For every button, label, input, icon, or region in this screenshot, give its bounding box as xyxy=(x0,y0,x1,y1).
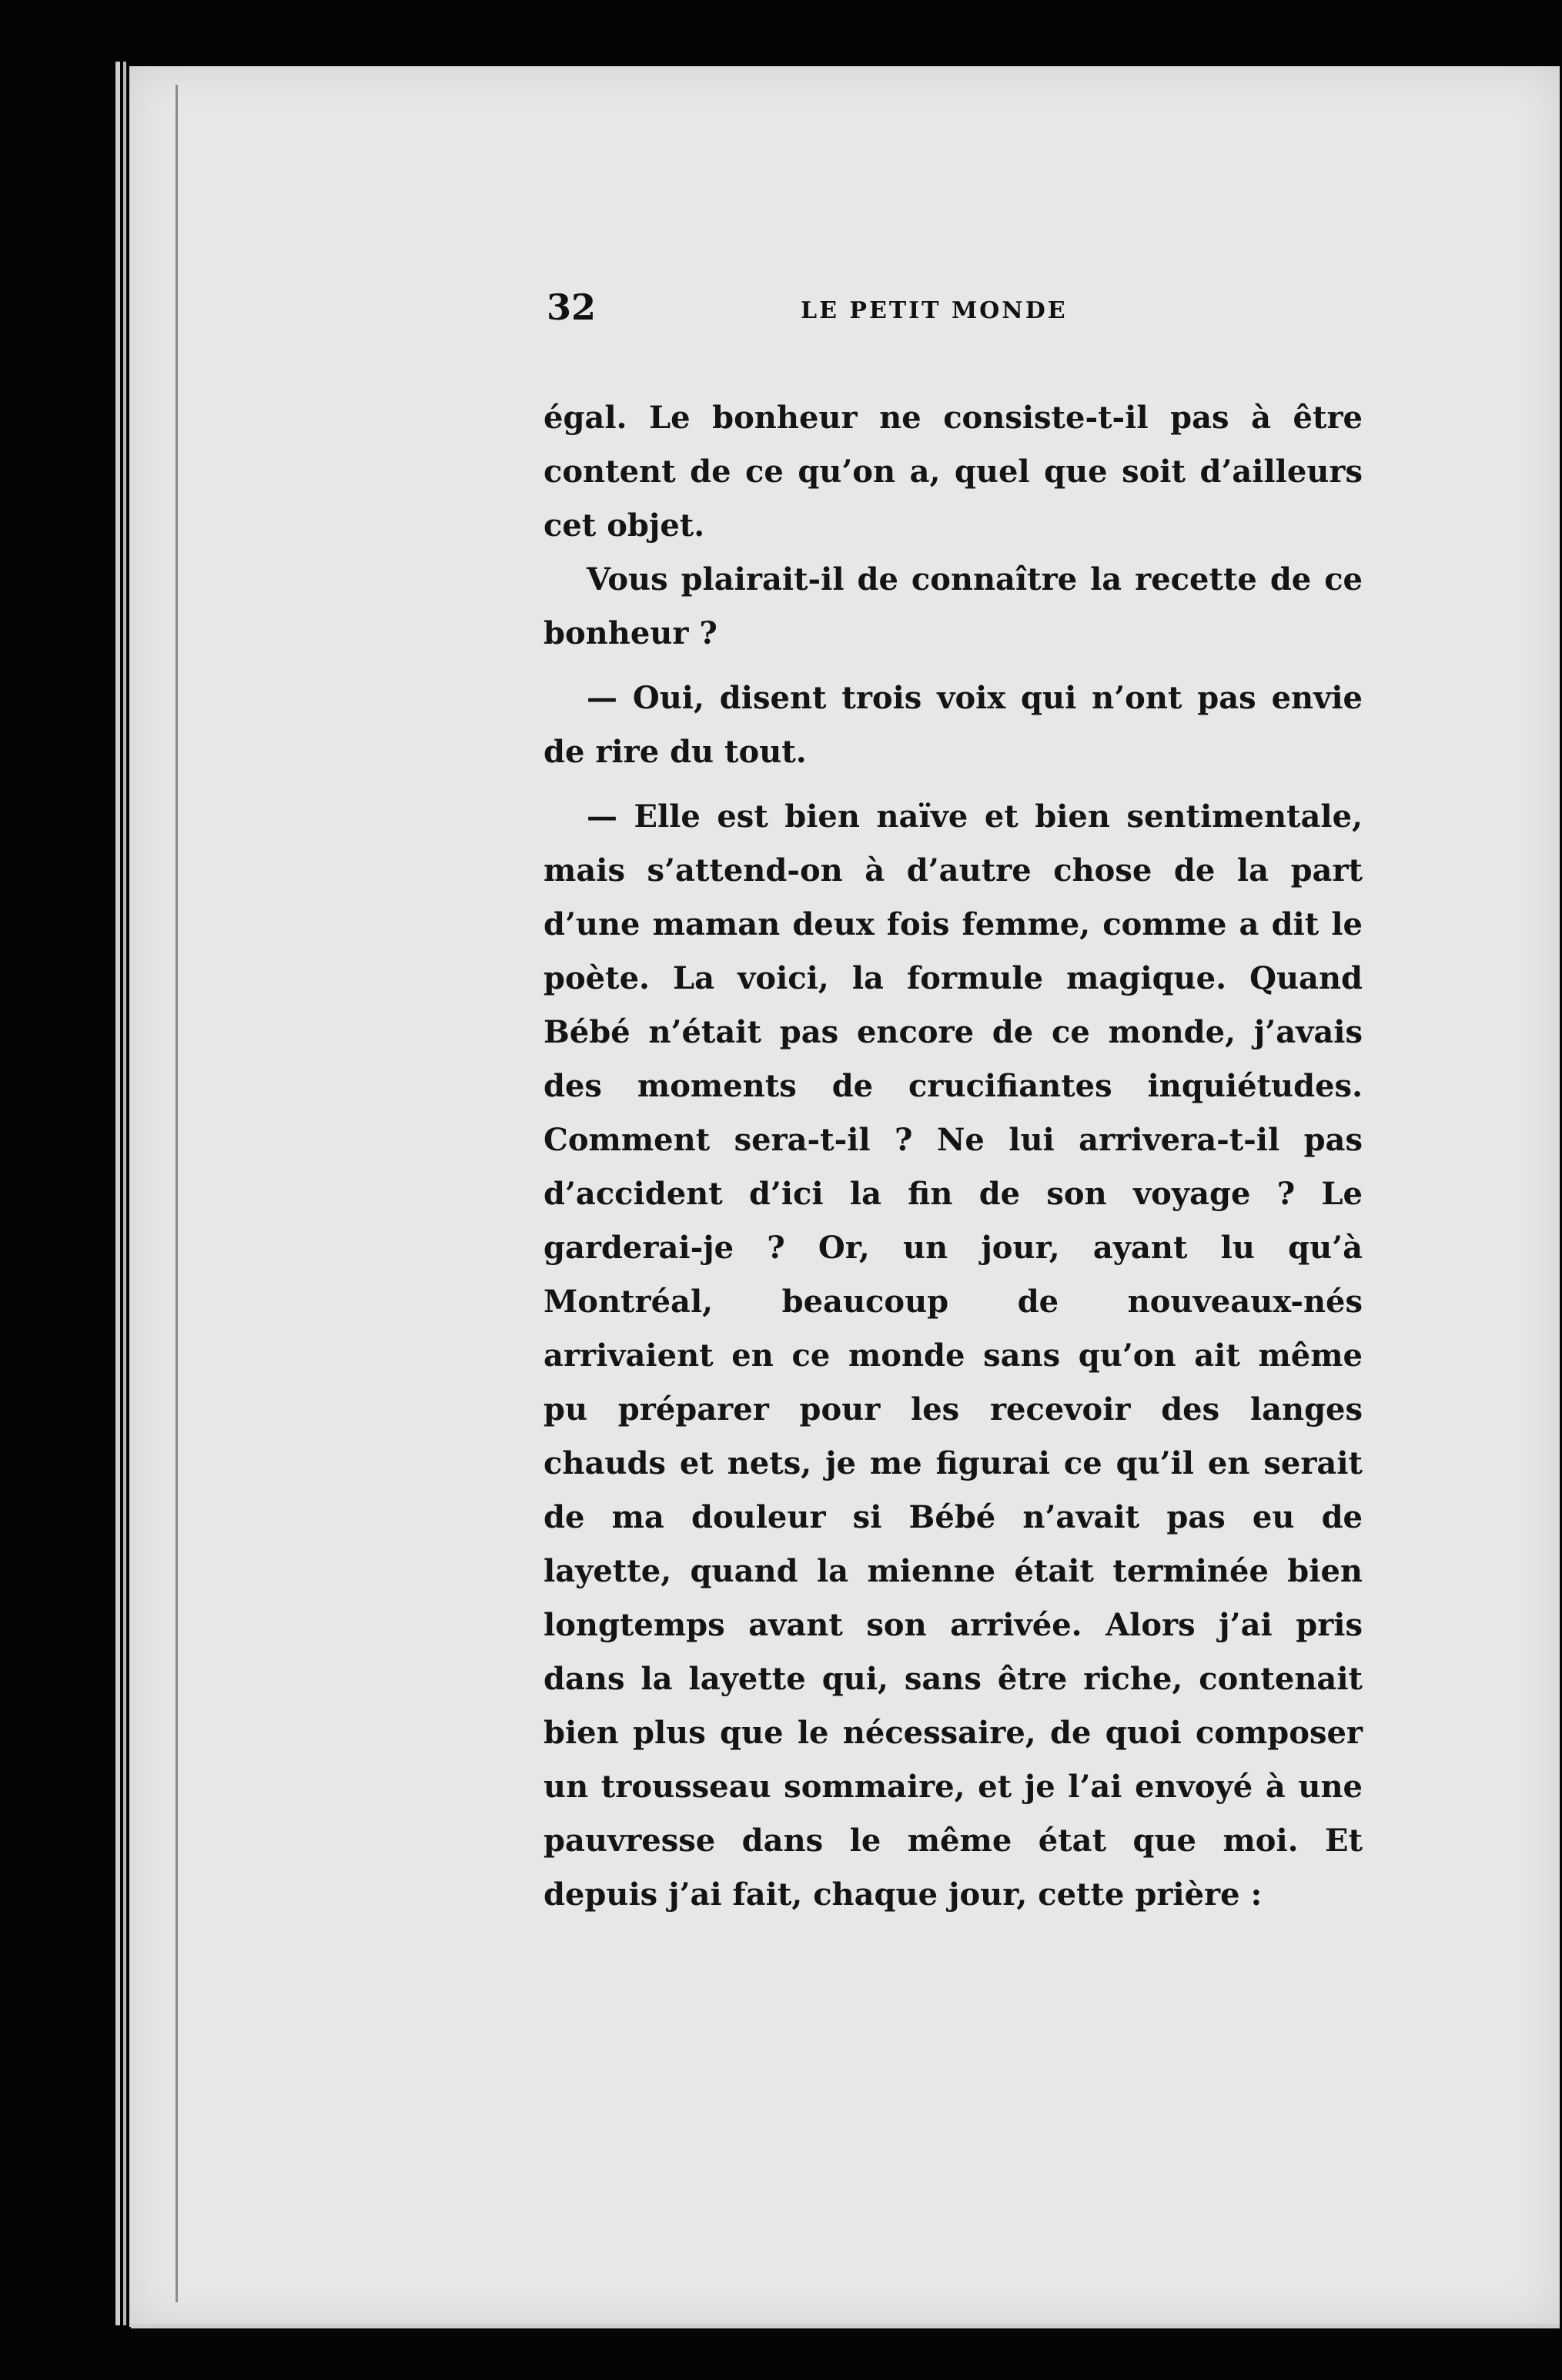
page-edge-shadow xyxy=(176,85,178,2302)
paragraph: égal. Le bonheur ne consiste-t-il pas à être content de ce qu’on a, quel que soit d’ailleurs cet objet. xyxy=(544,400,1363,544)
page-edge xyxy=(123,62,126,2325)
body-text xyxy=(544,391,1363,1922)
paragraph: — Oui, disent trois voix qui n’ont pas envie de rire du tout. xyxy=(544,680,1363,770)
running-title: LE PETIT MONDE xyxy=(801,297,1068,324)
page-header xyxy=(547,286,1361,333)
paragraph: — Elle est bien naïve et bien sentimentale, mais s’attend-on à d’autre chose de la part d’une maman deux fois femme, comme a dit le poète. La voici, la formule magique. Quand Bébé n’était pas encore de ce monde, j’avais des moments de crucifiantes inquiétudes. Comment sera-t-il ? Ne lui arrivera-t-il pas d’accident d’ici la fin de son voyage ? Le garderai-je ? Or, un jour, ayant lu qu’à Montréal, beaucoup de nouveaux-nés arrivaient en ce monde sans qu’on ait même pu préparer pour les recevoir des langes chauds et nets, je me figurai ce qu’il en serait de ma douleur si Bébé n’avait pas eu de layette, quand la mienne était terminée bien longtemps avant son arrivée. Alors j’ai pris dans la layette qui, sans être riche, contenait bien plus que le nécessaire, de quoi composer un trousseau sommaire, et je l’ai envoyé à une pauvresse dans le même état que moi. Et depuis j’ai fait, chaque jour, cette prière : xyxy=(544,798,1363,1913)
page-bottom-edge xyxy=(131,2324,1560,2328)
page-number: 32 xyxy=(547,286,597,328)
paragraph: Vous plairait-il de connaître la recette de ce bonheur ? xyxy=(544,561,1363,651)
page-edge xyxy=(115,62,120,2325)
